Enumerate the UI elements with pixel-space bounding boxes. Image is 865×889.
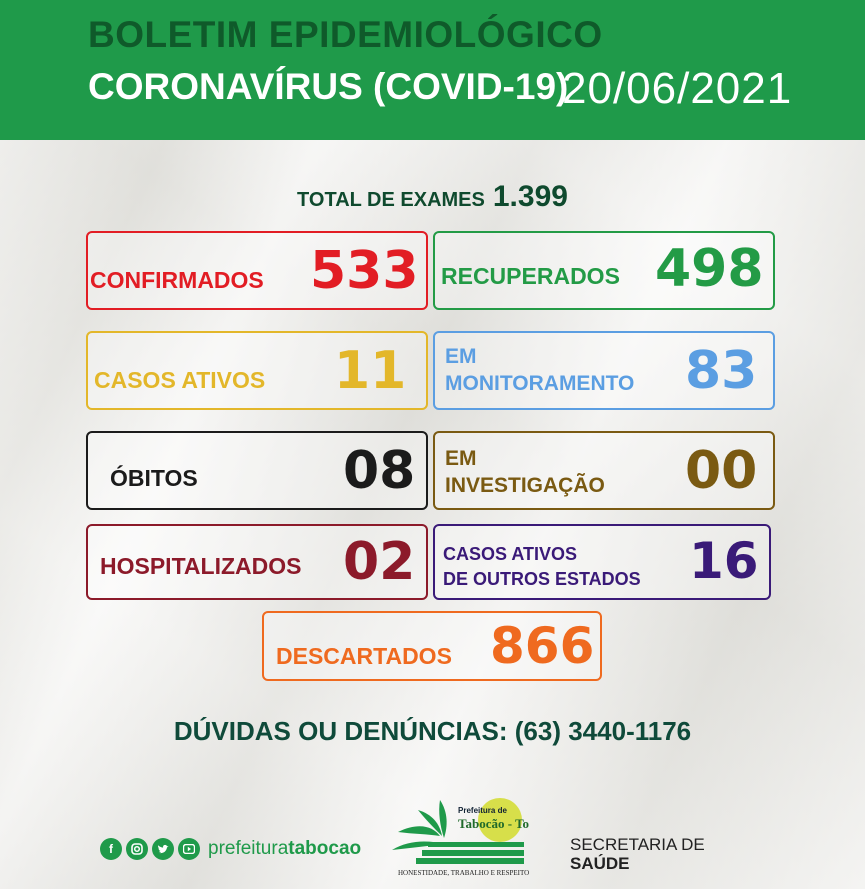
facebook-icon[interactable]: f [100, 838, 122, 860]
card-investigacao-value: 00 [685, 441, 758, 501]
card-descartados-label: DESCARTADOS [276, 643, 452, 669]
twitter-icon[interactable] [152, 838, 174, 860]
bulletin-title: BOLETIM EPIDEMIOLÓGICO [88, 14, 603, 55]
logo-text-top: Prefeitura de [458, 806, 507, 815]
card-recuperados-label: RECUPERADOS [441, 263, 620, 289]
card-monitoramento-label-a: EM [445, 345, 477, 368]
bulletin-date: 20/06/2021 [562, 64, 793, 113]
total-exams [0, 180, 865, 214]
card-monitoramento-label-b: MONITORAMENTO [445, 372, 635, 396]
card-obitos [86, 431, 428, 510]
card-monitoramento [433, 331, 775, 410]
card-investigacao-label-a: EM [445, 447, 477, 470]
card-obitos-label: ÓBITOS [110, 465, 198, 491]
card-casos-ativos-value: 11 [334, 341, 407, 401]
total-exams-label: TOTAL DE EXAMES [297, 189, 485, 211]
instagram-icon[interactable] [126, 838, 148, 860]
card-confirmados-label: CONFIRMADOS [90, 267, 264, 293]
card-casos-ativos [86, 331, 428, 410]
youtube-icon[interactable] [178, 838, 200, 860]
card-investigacao [433, 431, 775, 510]
logo-motto: HONESTIDADE, TRABALHO E RESPEITO [398, 869, 530, 877]
card-monitoramento-value: 83 [685, 341, 758, 401]
card-confirmados-value: 533 [310, 241, 419, 301]
card-monitoramento-label [445, 345, 634, 396]
card-confirmados [86, 231, 428, 310]
card-outros-estados-label-b: DE OUTROS ESTADOS [443, 568, 641, 589]
card-investigacao-label-b: INVESTIGAÇÃO [445, 474, 605, 498]
card-hospitalizados-label: HOSPITALIZADOS [100, 553, 302, 579]
card-casos-ativos-label: CASOS ATIVOS [94, 367, 266, 393]
card-investigacao-label [445, 447, 605, 498]
social-handle[interactable]: prefeituratabocao [208, 838, 362, 859]
card-hospitalizados-value: 02 [343, 532, 416, 592]
card-obitos-value: 08 [343, 441, 416, 501]
total-exams-value: 1.399 [492, 180, 568, 213]
card-descartados [262, 611, 602, 681]
card-outros-estados-label [443, 544, 641, 589]
card-outros-estados-label-a: CASOS ATIVOS [443, 544, 578, 564]
card-outros-estados [433, 524, 771, 600]
logo-text-name: Tabocão - To [458, 816, 530, 831]
card-outros-estados-value: 16 [689, 532, 759, 590]
secretaria-line2: SAÚDE [570, 853, 630, 873]
contact-line: DÚVIDAS OU DENÚNCIAS: (63) 3440-1176 [173, 716, 692, 746]
card-recuperados [433, 231, 775, 310]
social-links [100, 838, 361, 860]
secretaria-line1: SECRETARIA DE [570, 835, 705, 854]
prefeitura-logo [388, 792, 538, 884]
card-descartados-value: 866 [490, 617, 595, 675]
secretaria-saude [570, 836, 705, 873]
card-recuperados-value: 498 [655, 239, 764, 299]
card-hospitalizados [86, 524, 428, 600]
bulletin-subtitle: CORONAVÍRUS (COVID-19) [88, 66, 569, 107]
header-banner [0, 0, 865, 140]
